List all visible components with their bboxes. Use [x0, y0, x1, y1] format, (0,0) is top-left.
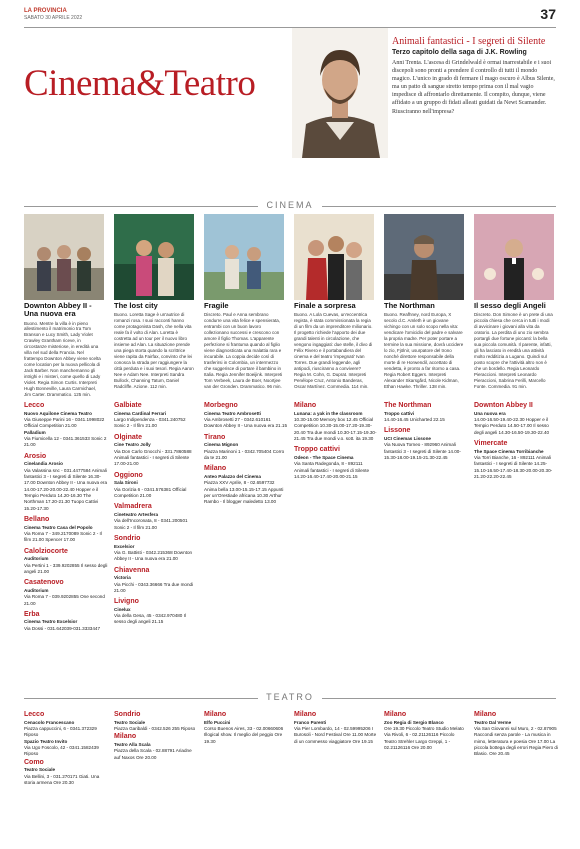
cinema-info: Piazza XXV Aprile, 8 - 02.6597732 Anima bella 13.00-15.15-17.15 Appunti per un'Orestiade africana 10.30 Arthur Rambo - Il blogger maledetto 13.00 — [204, 480, 284, 505]
listing-column — [204, 398, 288, 506]
cinema-info: 14.40-16.45 Unicharted 22.15 — [384, 416, 445, 422]
film-title: Il sesso degli Angeli — [474, 301, 546, 310]
theater-column — [294, 710, 378, 745]
city-heading: Oggiono — [114, 471, 143, 479]
cinema-name: Cinelux — [114, 606, 131, 612]
actor-portrait — [292, 28, 388, 158]
city-heading: Livigno — [114, 598, 139, 606]
cinema-name: Una nuova era — [474, 410, 506, 416]
city-heading: Sondrio — [114, 711, 141, 718]
poster-sesso-angeli — [474, 214, 554, 300]
city-heading: Valmadrera — [114, 503, 152, 511]
poster-lost-city — [114, 214, 194, 300]
cinema-name: Cinema Teatro Ambrosetti — [204, 410, 261, 416]
film-description: Discreto. Paul e Anna sembrano condurre una vita felice e spensierata, entrambi con un buon lavoro collezionano successi e crescono con amore il figlio Thomas. L'apparente perfezione si frantuma quando al figlio viene diagnosticata una malattia rara e incurabile. La coppia decide così di trasferirsi in Colombia, un intermezzo che suggerisce di portare il bambino in Italia. Regia Jennifer Boeijink. Interpreti Tom Verbeek, Laura de Boer, Noortjee van der Gronden. Drammatico. 96 min. — [204, 312, 283, 389]
city-heading: Casatenovo — [24, 579, 64, 587]
poster-northman — [384, 214, 464, 300]
listing-column — [294, 398, 378, 480]
venue-name: Zoo Regia di Sergio Blanco — [384, 719, 444, 725]
cinema-info: Via Ambrosetti 27 - 0342.610161 Downton Abbey II - Una nuova era 21.15 — [204, 416, 287, 429]
cinema-info: Via Roma 7 - 349.2170089 Sonic 2 - Il film 21.00 Spencer 17.00 — [24, 530, 102, 543]
cinema-name: Nuovo Aquilone Cinema Teatro — [24, 410, 92, 416]
newspaper-name: LA PROVINCIA — [24, 8, 67, 14]
cinema-name: Auditorium — [24, 587, 49, 593]
film-review — [384, 302, 464, 389]
film-description: Buono. A Lola Cuevas, un'eccentrica regista, è stata commissionata la regia di un film da un imprenditore milionario. Il progetto richiede l'apporto dei due grandi talenti in circolazione, che vengono ingaggiati: due stelle, il divo di Félix Rivero e il portabandiera del cinema e del teatro 'impegnati' Ivan Torres. Due grandi leggende, agli antipodi, riusciranno a convivere? Regia M. Cohn, G. Duprat. Interpreti Penélope Cruz, Antonio Banderas, Oscar Martínez. Commedia. 114 min. — [294, 312, 373, 389]
city-heading: Vimercate — [474, 439, 508, 447]
cinema-name: Cinema Teatro Excelsior — [24, 619, 78, 625]
cinema-info: Via Pertini 1 - 339.9202855 Il sesso degli angeli 21.00 — [24, 562, 108, 574]
venue-info: Piazza cappuccini, 6 - 0341.372329 Riposo — [24, 725, 97, 738]
cinema-info: Via G. Battisti - 0342.215368 Downton Abbey II - Una nuova era 21.00 — [114, 549, 193, 562]
cinema-info: Via della Gesa, 45 - 0342.970480 Il sesso degli angeli 21.15 — [114, 613, 186, 625]
film-description: Buono. Loretta Sage è un'autrice di romanzi rosa. I suoi racconti hanno come protagonista Dash, che nella vita reale fa il volto di Alan. Loretta è costretta ad un tour per il nuovo libro insieme ad Alan. La situazione prende una piega storta quando la scrittrice viene rapita da Fairfax, convinto che lei conosca la strada per raggiungere la città perduta e i suoi tesori. Regia Aaron Nee e Adam Nee. Interpreti Sandra Bullock, Channing Tatum, Daniel Radcliffe. Azione. 112 min. — [114, 312, 194, 389]
city-heading: Milano — [204, 711, 227, 718]
theater-column — [24, 710, 108, 786]
theater-column — [474, 710, 558, 758]
film-review — [114, 302, 194, 389]
cinema-name: Victoria — [114, 575, 131, 581]
city-heading: Milano — [204, 465, 227, 473]
cinema-name: Lunana: a yak in the classroom — [294, 410, 363, 416]
city-heading: Sondrio — [114, 534, 141, 542]
city-heading: Morbegno — [204, 402, 238, 409]
cinema-info: Via Dossi - 031.642039-031.3333447 — [24, 625, 101, 631]
film-title: Downton Abbey II - Una nuova era — [24, 301, 92, 319]
city-heading: Chiavenna — [114, 566, 150, 574]
venue-info: Via Bellini, 3 - 031.270171 Giati. Una storia armena Ore 20.30 — [24, 773, 100, 785]
venue-info: Via Ugo Foscolo, 42 - 0341.1582439 Riposo — [24, 744, 99, 757]
cinema-info: Via Fiumicella 12 - 0341.361533 Sonic 2 21.00 — [24, 435, 107, 448]
venue-name: Teatro Sociale — [24, 767, 56, 773]
venue-info: Piazza Garibaldi - 0342.526 255 Riposo — [114, 725, 196, 731]
film-title: The Northman — [384, 301, 435, 310]
cinema-name: Palladium — [24, 429, 46, 435]
theater-column — [204, 710, 288, 745]
city-heading: Milano — [474, 711, 497, 718]
city-heading: Tirano — [204, 433, 226, 441]
cinema-name: Excelsior — [114, 543, 135, 549]
feature-subtitle: Terzo capitolo della saga di J.K. Rowling — [392, 49, 527, 56]
cinema-section-label: CINEMA — [24, 200, 556, 210]
cinema-info: 10.30-15.00 Memory box 12.45 Official Competition 10.30-15.00-17.20-19.30-20.40 Tra due mondi 10.30-17.15-19.30-21.45 Tra due mondi v.o. sott. ita 19.30 — [294, 416, 377, 441]
feature-body: Anni Trenta. L'ascesa di Grindelwald è ormai inarrestabile e i suoi discepoli sono pronti a prendere il controllo di tutti il mondo magico. L'unico in grado di fermare il mago oscuro è Albus Silente, ma un patto di sangue stretto tempo prima con il mal vagio impedisce di affrontarlo direttamente. Il compito, dunque, viene affidato a un gruppo di fidati alleati guidati da Newt Scamander. Riusciranno nell'impresa? — [392, 60, 555, 115]
cinema-name: Cinema Teatro Casa del Popolo — [24, 524, 93, 530]
theater-column — [384, 710, 468, 751]
cinema-name: Anteo Palazzo del Cinema — [204, 473, 261, 479]
venue-name: Elfo Puccini — [204, 719, 231, 725]
cinema-info: Via Giuseppe Parini 16 - 0341.1998022 Official Competition 21.00 — [24, 416, 105, 429]
cinema-info: Via Roma 7 - 039.9202855 One second 21.00 — [24, 594, 105, 606]
venue-info: Piazza della Scala - 02.88791 Ariadne auf Naxos Ore 20.00 — [114, 748, 192, 760]
cinema-name: The Space Cinema Torribianche — [474, 448, 544, 454]
venue-name: Spazio Teatro Invito — [24, 738, 68, 744]
film-description: Buono. Reafhney, nord Europa, X secolo d.C. Amleth è un giovane vichingo con un solo scopo nella vita: vendicare l'omicidio del padre e salvare la propria madre. Per poter portare a termine la sua missione, dovrà uccidere lo zio, Fjölnir, usurpatore del trono nonché direttore responsabile della morte di re Horwendil, accettato di vendetta, è pronto a far ritorno a casa. Regia Robert Eggers. Interpreti Alexander Skarsgård, Nicole Kidman, Ethan Hawke. Thriller. 138 min. — [384, 312, 464, 389]
cinema-info: Via Don Carlo Gnocchi - 331.7860588 Animali fantastici - I segreti di Silente 17.00-21.00 — [114, 448, 192, 467]
listing-column — [24, 398, 108, 632]
city-heading: Milano — [384, 711, 407, 718]
city-heading: Troppo cattivi — [294, 446, 340, 454]
city-heading: Galbiate — [114, 402, 142, 409]
venue-info: Corso Buenos Aires, 33 - 02.00660606 Illogical show. Il meglio del peggio Ore 19.30 — [204, 725, 284, 744]
poster-finale — [294, 214, 374, 300]
poster-row — [24, 214, 556, 300]
city-heading: Como — [24, 758, 44, 766]
cinema-name: Cineteatro Artesfera — [114, 511, 158, 517]
cinema-info: Piazza Marinoni 1 - 0342.705404 Corro da te 21.00 — [204, 448, 285, 460]
city-heading: Milano — [294, 402, 317, 409]
city-heading: Lecco — [24, 402, 45, 409]
cinema-name: Cinema Mignon — [204, 442, 239, 448]
film-review — [474, 302, 554, 389]
city-heading: The Northman — [384, 402, 432, 409]
listing-column — [474, 398, 558, 480]
film-review — [204, 302, 284, 389]
cinema-name: Troppo cattivi — [384, 410, 415, 416]
cinema-name: Cinelandia Arosio — [24, 461, 63, 467]
cinema-info: Via Valassina snc - 031.4477584 Animali fantastici 3 - I segreti di Silente 16.30-17.00 Downton Abbey II - Una nuova era 14.00-17.20-20.00-22.40 Hopper e il Tempio Perduto 14.20-16.30 The Northman 17.20-21.30 Tuopo Cattivi 15.20-17.30 — [24, 467, 107, 511]
cinema-info: Via Torri Bianche, 16 - 892111 Animali fantastici - I segreti di Silente 14.25-15.10-16.50-17.40-18.30-20.00-20.30-21.20-22.20-22.45 — [474, 454, 553, 479]
cinema-name: Odeon - The Space Cinema — [294, 454, 354, 460]
cinema-name: Auditorium — [24, 556, 49, 562]
city-heading: Olginate — [114, 433, 143, 441]
section-title: Cinema&Teatro — [24, 63, 256, 104]
listing-column — [384, 398, 468, 461]
city-heading: Lissone — [384, 427, 411, 435]
venue-info: Via Pier Lombardo, 14 - 02.59995206 I Burosoli - Nord Festival Ore 11.00 Morte di un commesso viaggiatore Ore 19.15 — [294, 725, 377, 744]
cinema-name: Cinema Cardinal Ferrari — [114, 410, 167, 416]
city-heading: Milano — [114, 733, 137, 741]
teatro-section-label: TEATRO — [24, 692, 556, 702]
cinema-name: UCI Cinemas Lissone — [384, 435, 431, 441]
cinema-name: Sala Sironi — [114, 480, 138, 486]
city-heading: Downton Abbey II — [474, 402, 533, 409]
film-review — [294, 302, 374, 389]
poster-fragile — [204, 214, 284, 300]
film-title: Fragile — [204, 301, 229, 310]
page-header — [24, 4, 556, 26]
film-review — [24, 302, 104, 398]
film-description: Buono. Mentre la villa è in pieno allestimento il matrimonio tra Tom Branson e Lucy Smith, Lady Violet Crawley Grantham riceve, in circostanze misteriose, in eredità una villa nel sud della Francia. Nel frattempo Downton Abbey viene scelta come location per la nuova pellicola di Jack Barber. Non manchemanno gli intrighi e i misteri, come quello di Lady Violet. Regia Simon Curtis. Interpreti Hugh Bonneville, Laura Carmichael, Jim Carter. Drammatico. 125 min. — [24, 320, 101, 397]
cinema-info: Via Nuova Torneo - 892960 Animali fantastici 3 - I segreti di Silente 14.00-15.30-18.00-19.15-21.30-22.45 — [384, 442, 461, 460]
theater-column — [114, 710, 198, 761]
film-title: Finale a sorpresa — [294, 301, 356, 310]
cinema-info: Via Picchi - 0343.36666 Tra due mondi 21.00 — [114, 581, 194, 593]
city-heading: Milano — [294, 711, 317, 718]
venue-name: Teatro Sociale — [114, 719, 146, 725]
cinema-info: Via Santa Radegonda, 8 - 892111 Animali fantastici - I segreti di Silente 14.20-16.40-17.40-20.00-21.15 — [294, 461, 370, 479]
city-heading: Erba — [24, 610, 40, 618]
venue-name: Franco Parenti — [294, 719, 327, 725]
cinema-name: Cine Teatro Jolly — [114, 442, 151, 448]
page-number: 37 — [540, 6, 556, 22]
venue-info: Ore 19.30 Piccolo Teatro Studio Melato Via Rivoli, 6 - 02.21126116 Piccolo Teatro Strehler Largo Greppi, 1 - 02.21126116 Ore 20.00 — [384, 725, 464, 750]
city-heading: Calolziocorte — [24, 547, 68, 555]
issue-date: SABATO 30 APRILE 2022 — [24, 15, 83, 21]
city-heading: Lecco — [24, 711, 45, 718]
poster-downton — [24, 214, 104, 300]
city-heading: Bellano — [24, 515, 50, 523]
listing-column — [114, 398, 198, 626]
venue-name: Teatro Alla Scala — [114, 741, 151, 747]
film-description: Discreto. Don Simone è un prete di una piccola chiesa che cerca in tutti i modi di avvicinare i giovani alla vita da oratorio. La perdita di uno zio sembra portargli due fortune piccanti: la bella sua piccola comunità. Il parente, infatti, gli ha lasciato in eredità una attività molto redditizia a Lugano. Quindi sul posto scopre che l'attività altro non è che un bordello. Regia Leonardo Pieraccioni. Interpreti Leonardo Pieraccioni, Sabrina Ferilli, Marcello Fonte. Commedia. 91 min. — [474, 312, 553, 389]
feature-kicker: Animali fantastici - I segreti di Silente — [392, 36, 546, 47]
venue-name: Cenacolo Francescano — [24, 719, 75, 725]
venue-info: Via San Giovanni sul Muro, 2 - 02.87905 Raccondi senza parole - La musica in mimo, letteratura e poesia Ore 17.00 La piccola bottega degli errori Regia Piero di Blasio. Ore 20.45 — [474, 725, 559, 757]
venue-name: Teatro Dal Verme — [474, 719, 512, 725]
feature-article — [392, 36, 556, 116]
cinema-info: Largo Indipendenza - 0341.240752 Sonic 2 - Il film 21.00 — [114, 416, 186, 429]
film-title: The lost city — [114, 301, 158, 310]
header-rule — [24, 27, 556, 28]
city-heading: Arosio — [24, 452, 47, 460]
cinema-info: Via dell'Incoronata, 8 - 0341.200501 Sonic 2 - Il film 21.00 — [114, 518, 188, 530]
cinema-info: 14.00-16.50-19.40-22.30 Hopper e il Tempio Perduto 14.50-17.00 Il sesso degli angeli 14.30-16.50-19.30-22.40 — [474, 416, 550, 435]
cinema-info: Via Gorizia 6 - 0341.576381 Official Competition 21.00 — [114, 486, 187, 498]
